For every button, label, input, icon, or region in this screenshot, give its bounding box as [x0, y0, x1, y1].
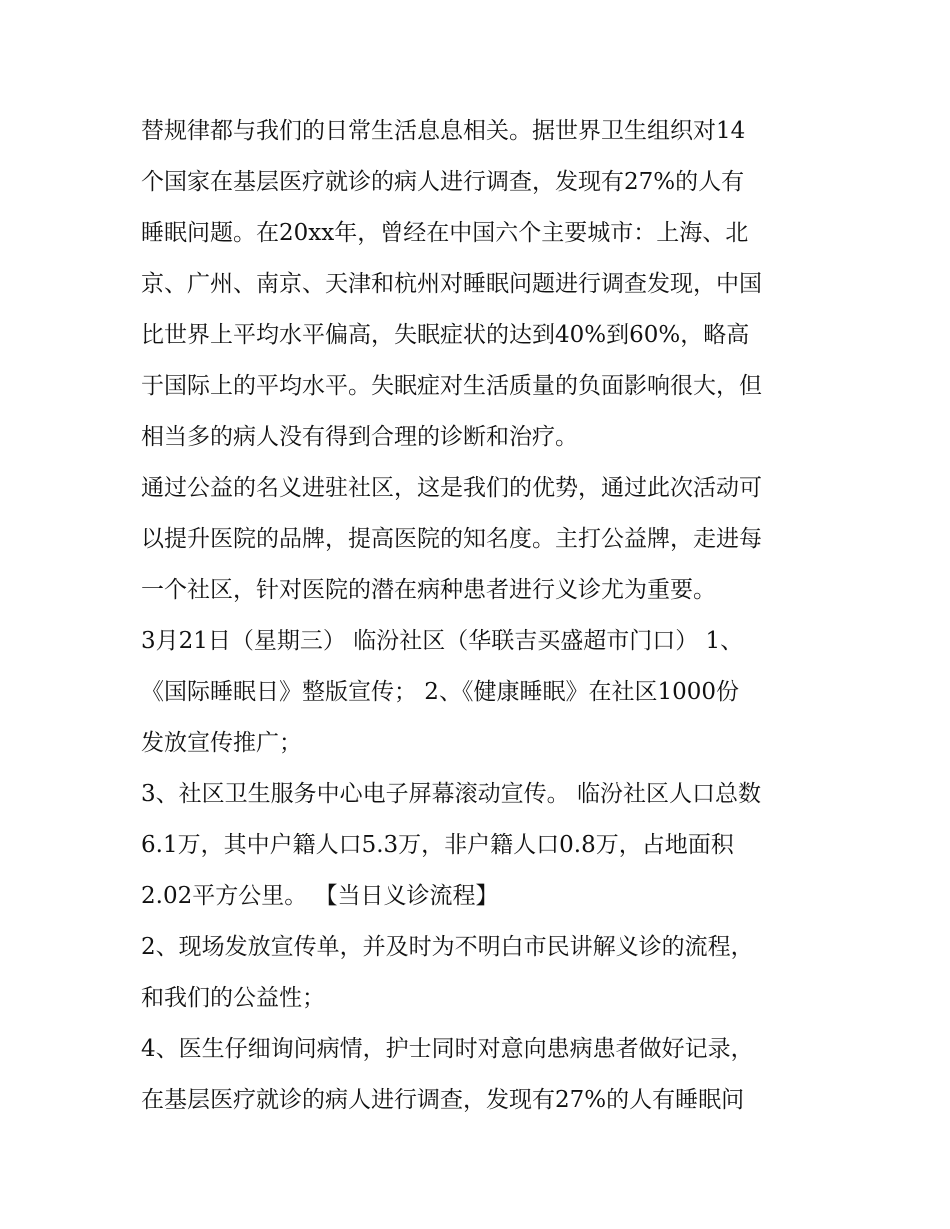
text-line: 以提升医院的品牌，提高医院的知名度。主打公益牌，走进每: [141, 526, 762, 552]
text-line: 相当多的病人没有得到合理的诊断和治疗。: [141, 424, 578, 450]
text-line: 发放宣传推广；: [141, 730, 302, 756]
text-line: 一个社区，针对医院的潜在病种患者进行义诊尤为重要。: [141, 577, 716, 603]
text-line: 3月21日（星期三） 临汾社区（华联吉买盛超市门口） 1、: [141, 628, 744, 654]
text-line: 在基层医疗就诊的病人进行调查，发现有27%的人有睡眠问: [141, 1087, 745, 1113]
text-line: 替规律都与我们的日常生活息息相关。据世界卫生组织对14: [141, 118, 746, 144]
text-line: 睡眠问题。在20xx年，曾经在中国六个主要城市：上海、北: [141, 220, 749, 246]
text-line: 比世界上平均水平偏高，失眠症状的达到40%到60%，略高: [141, 322, 750, 348]
document-body: [141, 106, 821, 1126]
text-line: 6.1万，其中户籍人口5.3万，非户籍人口0.8万，占地面积: [141, 832, 734, 858]
text-line: 《国际睡眠日》整版宣传； 2、《健康睡眠》在社区1000份: [141, 679, 739, 705]
text-line: 2、现场发放宣传单，并及时为不明白市民讲解义诊的流程，: [141, 934, 754, 960]
text-line: 通过公益的名义进驻社区，这是我们的优势，通过此次活动可: [141, 475, 762, 501]
text-line: 于国际上的平均水平。失眠症对生活质量的负面影响很大，但: [141, 373, 762, 399]
text-line: 个国家在基层医疗就诊的病人进行调查，发现有27%的人有: [141, 169, 745, 195]
text-line: 京、广州、南京、天津和杭州对睡眠问题进行调查发现，中国: [141, 271, 762, 297]
text-line: 和我们的公益性；: [141, 985, 325, 1011]
text-line: 2.02平方公里。 【当日义诊流程】: [141, 883, 499, 909]
text-line: 4、医生仔细询问病情，护士同时对意向患病患者做好记录，: [141, 1036, 754, 1062]
text-line: 3、社区卫生服务中心电子屏幕滚动宣传。 临汾社区人口总数: [141, 781, 761, 807]
